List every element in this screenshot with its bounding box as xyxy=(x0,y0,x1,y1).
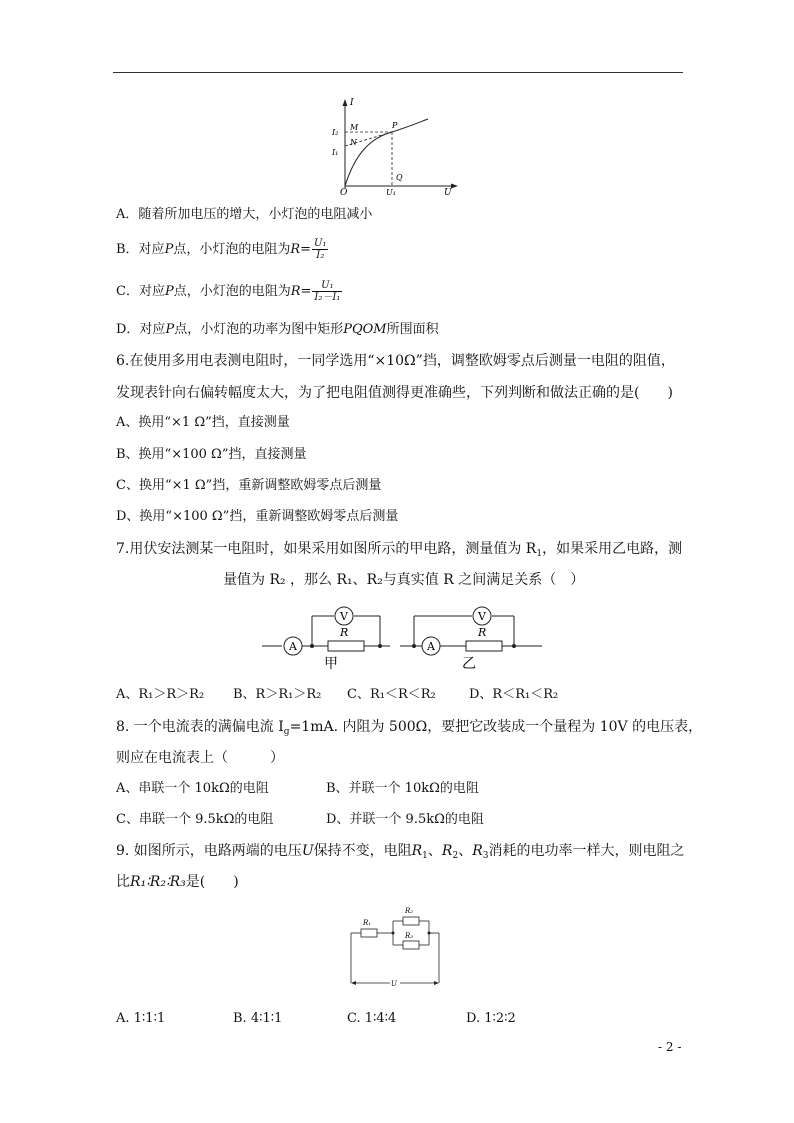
q9-option-a: A. 1∶1∶1 xyxy=(116,1011,166,1026)
q7-jia-resistor-label: R xyxy=(340,626,349,639)
q7-option-b: B、R＞R₁＞R₂ xyxy=(233,687,322,702)
q7-yi-resistor-label: R xyxy=(478,626,487,639)
q6-option-a: A、换用“×1 Ω”挡，直接测量 xyxy=(116,415,290,430)
point-q-label: Q xyxy=(396,173,403,182)
point-n-label: N xyxy=(350,138,357,147)
q7-jia-voltmeter-label: V xyxy=(340,610,348,623)
q5-b-pre: B．对应 xyxy=(116,242,165,257)
q7-stem1-post: ，如果采用乙电路，测 xyxy=(542,541,683,557)
origin-label: O xyxy=(340,188,348,196)
q5-option-d xyxy=(116,321,439,339)
q8-option-b: B、并联一个 10kΩ的电阻 xyxy=(326,781,479,796)
q7-yi-voltmeter-label: V xyxy=(478,610,486,623)
q5-b-numerator: U₁ xyxy=(314,238,327,249)
q7-stem1-sub: 1 xyxy=(536,549,543,559)
q9-stem1-post: 消耗的电功率一样大，则电阻之 xyxy=(488,843,685,859)
q9-stem1-r2: R xyxy=(441,843,453,859)
q7-jia-ammeter-label: A xyxy=(289,640,297,653)
q6-option-d: D、换用“×100 Ω”挡，重新调整欧姆零点后测量 xyxy=(116,509,399,524)
q9-stem1-pre: 9. 如图所示，电路两端的电压 xyxy=(116,843,302,859)
q9-stem1-mid: 保持不变，电阻 xyxy=(313,843,412,859)
q8-option-c: C、串联一个 9.5kΩ的电阻 xyxy=(116,812,274,827)
q7-yi-label: 乙 xyxy=(462,656,476,672)
q5-b-p: P xyxy=(164,242,174,257)
tick-i1-label: I₁ xyxy=(332,148,339,157)
q9-option-b: B. 4∶1∶1 xyxy=(233,1011,283,1026)
q5-b-mid: 点，小灯泡的电阻为 xyxy=(173,242,291,257)
q7-stem1-pre: 7.用伏安法测某一电阻时，如果采用如图所示的甲电路，测量值为 R xyxy=(116,541,537,557)
q5-c-pre: C．对应 xyxy=(116,284,165,299)
page-number: - 2 - xyxy=(658,1040,682,1054)
q7-option-c: C、R₁＜R＜R₂ xyxy=(347,687,436,702)
q5-d-pre: D．对应 xyxy=(116,322,166,337)
q9-stem1-r3: R xyxy=(472,843,483,859)
q8-stem1-sub: g xyxy=(283,727,290,737)
header-rule xyxy=(113,72,683,73)
q5-b-fraction xyxy=(312,238,328,261)
q7-stem-line1 xyxy=(116,540,682,563)
q5-option-c xyxy=(116,280,342,303)
q6-stem-line1: 6.在使用多用电表测电阻时，一同学选用“×10Ω”挡，调整欧姆零点后测量一电阻的阻值， xyxy=(116,353,675,369)
q7-stem-line2: 量值为 R₂ ，那么 R₁、R₂与真实值 R 之间满足关系（ ） xyxy=(223,572,585,588)
axis-u-label: U xyxy=(444,188,452,196)
q6-option-b: B、换用“×100 Ω”挡，直接测量 xyxy=(116,447,307,462)
q9-fig-u-label: U xyxy=(391,980,397,988)
q8-stem1-post: =1mA. 内阻为 500Ω，要把它改装成一个量程为 10V 的电压表， xyxy=(289,719,703,735)
q5-d-p: P xyxy=(165,322,175,337)
q9-fig-r3-label: R₃ xyxy=(405,932,414,940)
q8-stem-line1 xyxy=(116,718,702,741)
axis-i-label: I xyxy=(350,98,354,108)
q7-jia-label: 甲 xyxy=(324,656,338,672)
q8-option-d: D、并联一个 9.5kΩ的电阻 xyxy=(326,812,484,827)
q5-c-fraction xyxy=(312,280,342,303)
q5-c-numerator: U₁ xyxy=(312,280,342,292)
q6-option-c: C、换用“×1 Ω”挡，重新调整欧姆零点后测量 xyxy=(116,478,382,493)
q9-stem-line2 xyxy=(116,873,239,891)
q5-d-pqom: PQOM xyxy=(343,322,387,337)
q5-c-denominator: I₂－I₁ xyxy=(314,292,341,303)
tick-u1-label: U₁ xyxy=(386,188,396,196)
q5-c-eq: = xyxy=(300,284,312,299)
q5-c-r: R xyxy=(290,284,301,299)
q9-stem2-ratio: R₁∶R₂∶R₃ xyxy=(130,874,186,890)
q5-b-denominator: I₂ xyxy=(316,250,325,261)
q9-option-d: D. 1∶2∶2 xyxy=(466,1011,516,1026)
q5-option-a: A．随着所加电压的增大，小灯泡的电阻减小 xyxy=(116,207,373,222)
tick-i2-label: I₂ xyxy=(332,128,339,137)
q9-stem-line1: 9. 如图所示，电路两端的电压U保持不变，电阻$R_1$、$R_2$、$R_3$消耗的电功率一样大，则电阻之 xyxy=(116,843,685,861)
q9-fig-r1-label: R₁ xyxy=(363,919,372,927)
q9-option-c: C. 1∶4∶4 xyxy=(347,1011,397,1026)
q9-circuit xyxy=(345,903,450,993)
q5-b-r: R xyxy=(290,242,301,257)
q5-b-eq: = xyxy=(300,242,312,257)
q9-fig-r2-label: R₂ xyxy=(405,907,414,915)
q7-yi-ammeter-label: A xyxy=(427,640,435,653)
q9-stem1-u: U xyxy=(301,843,314,859)
q9-stem2-post: 是( ) xyxy=(185,874,239,890)
q5-c-mid: 点，小灯泡的电阻为 xyxy=(173,284,291,299)
point-m-label: M xyxy=(350,123,359,132)
q8-option-a: A、串联一个 10kΩ的电阻 xyxy=(116,781,269,796)
q6-stem-line2: 发现表针向右偏转幅度太大，为了把电阻值测得更准确些，下列判断和做法正确的是( ) xyxy=(116,385,673,401)
q5-c-p: P xyxy=(164,284,174,299)
q9-stem1-r1: R xyxy=(411,843,423,859)
q7-option-a: A、R₁＞R＞R₂ xyxy=(116,687,205,702)
q5-d-post: 所围面积 xyxy=(386,322,439,337)
q8-stem-line2: 则应在电流表上（ ） xyxy=(116,750,284,766)
q7-option-d: D、R＜R₁＜R₂ xyxy=(469,687,559,702)
iu-graph xyxy=(330,96,470,196)
q5-option-b xyxy=(116,238,328,261)
q9-stem2-pre: 比 xyxy=(116,874,130,890)
q5-d-mid: 点，小灯泡的功率为图中矩形 xyxy=(174,322,344,337)
point-p-label: P xyxy=(392,121,398,130)
q7-circuits xyxy=(262,600,562,680)
q8-stem1-pre: 8. 一个电流表的满偏电流 I xyxy=(116,719,284,735)
